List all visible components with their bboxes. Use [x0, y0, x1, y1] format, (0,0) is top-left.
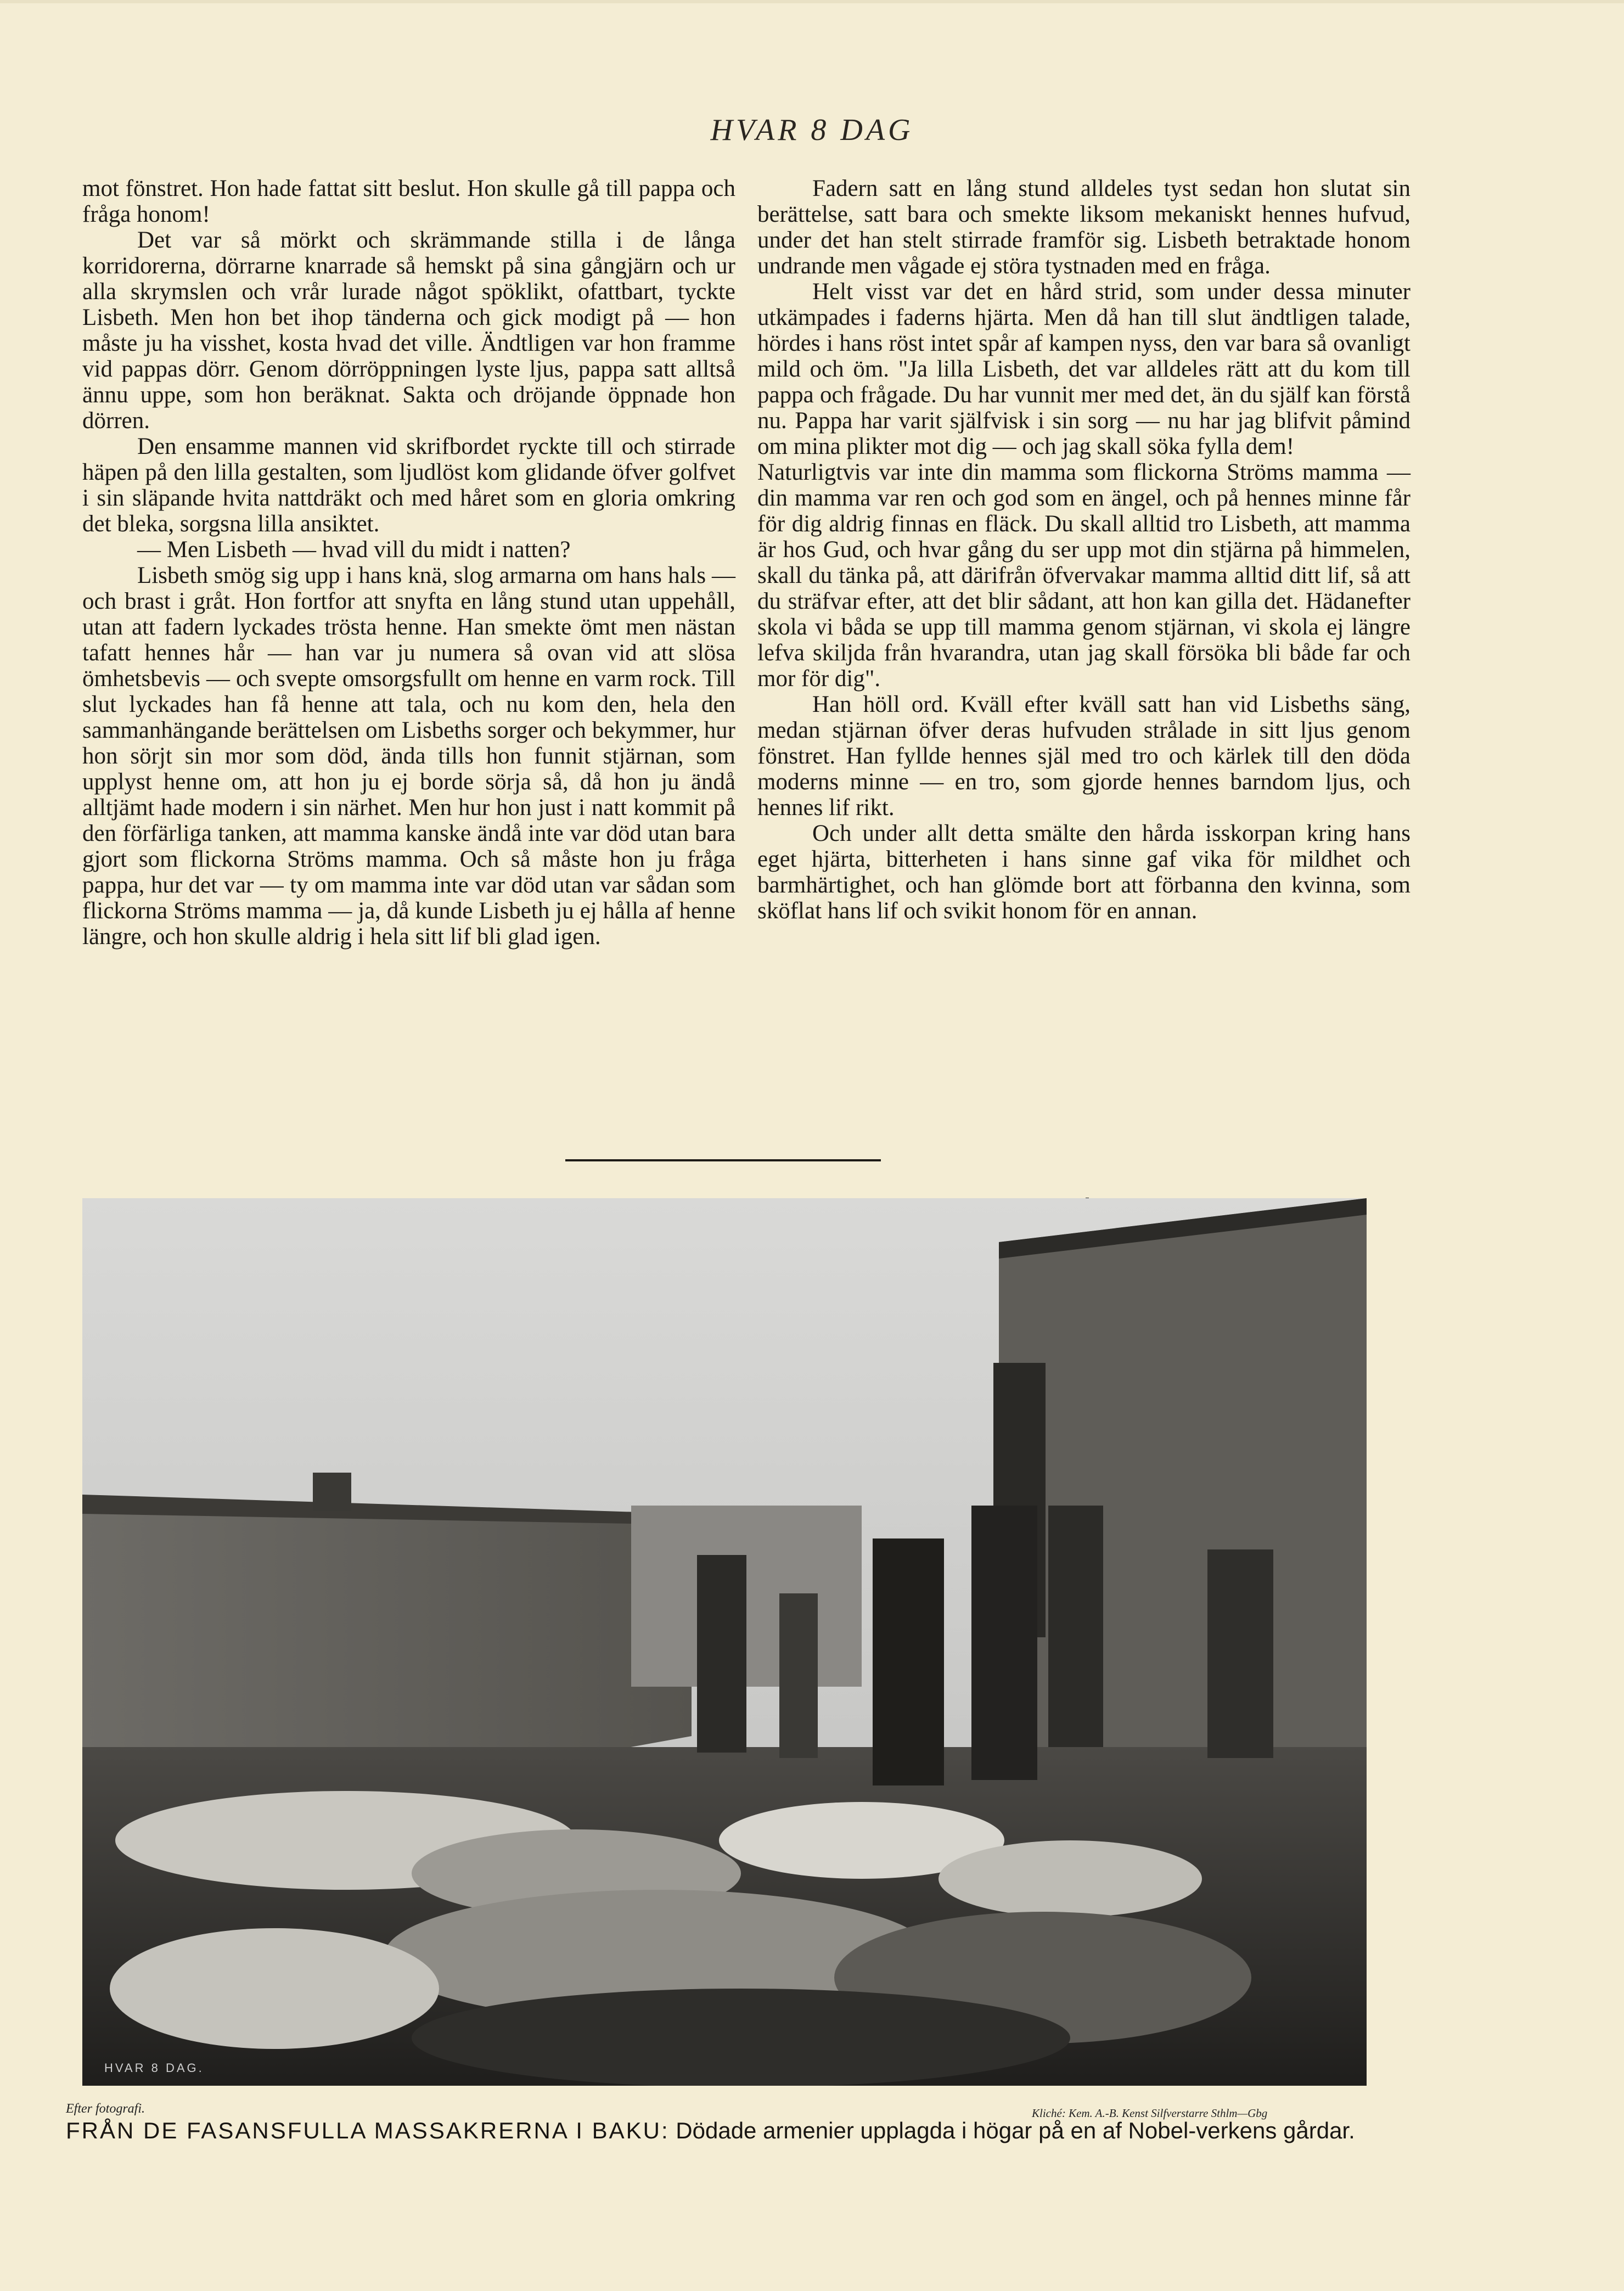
paragraph: Helt visst var det en hård strid, som under dessa minuter utkämpades i faderns hjärta. Men då han till slut ändtligen talade, hördes i hans röst intet spår af kampen nyss, den var bara så ovanligt mild och öm. "Ja lilla Lisbeth, det var alldeles rätt att du kom till pappa och frågade. Du har vunnit mer med det, än du själf kan förstå nu. Pappa har varit själfvisk i sin sorg — nu har jag blifvit påmind om mina plikter mot dig — och jag skall söka fylla dem! [757, 279, 1411, 459]
paragraph: Naturligtvis var inte din mamma som flickorna Ströms mamma — din mamma var ren och god som en ängel, och på hennes minne får för dig aldrig finnas en fläck. Du skall alltid tro Lisbeth, att mamma är hos Gud, och hvar gång du ser upp mot din stjärna på himmelen, skall du tänka på, att därifrån öfvervakar mamma alltid ditt lif, så att du sträfvar efter, att det blir sådant, att hon kan gilla det. Hädanefter skola vi båda se upp till mamma genom stjärnan, vi skola ej längre lefva skiljda från hvarandra, utan jag skall försöka bli både far och mor för dig". [757, 459, 1411, 692]
section-divider [565, 1159, 881, 1161]
running-head: HVAR 8 DAG [710, 113, 914, 147]
massacre-photograph [82, 1198, 1367, 2086]
paragraph: Och under allt detta smälte den hårda isskorpan kring hans eget hjärta, bitterheten i hans sinne gaf vika för mildhet och barmhärtighet, och han glömde bort att förbanna den kvinna, som sköflat hans lif och svikit honom för en annan. [757, 821, 1411, 924]
paragraph: Den ensamme mannen vid skrifbordet ryckte till och stirrade häpen på den lilla gestalten, som ljudlöst kom glidande öfver golfvet i sin släpande hvita nattdräkt och med håret som en gloria omkring det bleka, sorgsna lilla ansiktet. [82, 434, 735, 537]
paragraph: Fadern satt en lång stund alldeles tyst sedan hon slutat sin berättelse, satt bara och smekte liksom mekaniskt hennes hufvud, under det han stelt stirrade framför sig. Lisbeth betraktade honom undrande men vågade ej störa tystnaden med en fråga. [757, 176, 1411, 279]
photo-illustration [82, 1198, 1367, 2086]
photo-credit: Efter fotografi. [66, 2102, 145, 2116]
paragraph: Lisbeth smög sig upp i hans knä, slog armarna om hans hals — och brast i gråt. Hon fortfor att snyfta en lång stund utan uppehåll, utan att fadern lyckades trösta henne. Han smekte ömt men nästan tafatt hennes hår — han var ju numera så ovan vid att slösa ömhetsbevis — och svepte omsorgsfullt om henne en varm rock. Till slut lyckades han få henne att tala, och nu kom den, hela den sammanhängande berättelsen om Lisbeths sorger och bekymmer, hur hon sörjt sin mor som död, ända tills hon funnit stjärnan, som upplyst henne om, att hon ju ej borde sörja så, då hon ju ändå alltjämt hade modern i sin närhet. Men hur hon just i natt kommit på den förfärliga tanken, att mamma kanske ändå inte var död utan bara gjort som flickorna Ströms mamma. Och så måste hon ju fråga pappa, hur det var — ty om mamma inte var död utan var sådan som flickorna Ströms mamma — ja, då kunde Lisbeth ju ej hålla af henne längre, och hon skulle aldrig i hela sitt lif bli glad igen. [82, 563, 735, 950]
caption-heading: FRÅN DE FASANSFULLA MASSAKRERNA I BAKU: [66, 2118, 670, 2143]
paragraph: Han höll ord. Kväll efter kväll satt han vid Lisbeths säng, medan stjärnan öfver deras hufvuden strålade in sitt ljus genom fönstret. Han fyllde hennes själ med tro och kärlek till den döda moderns minne — en tro, som gjorde hennes barndom ljus, och hennes lif rikt. [757, 692, 1411, 821]
page-edge [0, 0, 1624, 3]
paragraph: Det var så mörkt och skrämmande stilla i de långa korridorerna, dörrarne knarrade så hemskt på sina gångjärn och ur alla skrymslen och vrår lurade något spöklikt, ofattbart, tyckte Lisbeth. Men hon bet ihop tänderna och gick modigt på — hon måste ju ha visshet, kosta hvad det ville. Ändtligen var hon framme vid pappas dörr. Genom dörröppningen lyste ljus, pappa satt alltså ännu uppe, som hon beräknat. Sakta och dröjande öppnade hon dörren. [82, 227, 735, 434]
paragraph: — Men Lisbeth — hvad vill du midt i natten? [137, 537, 571, 563]
right-text-column [757, 176, 1411, 924]
engraving-credit: Kliché: Kem. A.-B. Kenst Silfverstarre Sthlm—Gbg [1032, 2107, 1268, 2120]
paragraph: mot fönstret. Hon hade fattat sitt beslut. Hon skulle gå till pappa och fråga honom! [82, 176, 735, 227]
left-text-column [82, 176, 735, 950]
caption-text: Dödade armenier upplagda i högar på en af Nobel-verkens gårdar. [676, 2118, 1355, 2143]
photo-watermark: HVAR 8 DAG. [104, 2061, 204, 2075]
photo-caption [66, 2118, 1383, 2144]
